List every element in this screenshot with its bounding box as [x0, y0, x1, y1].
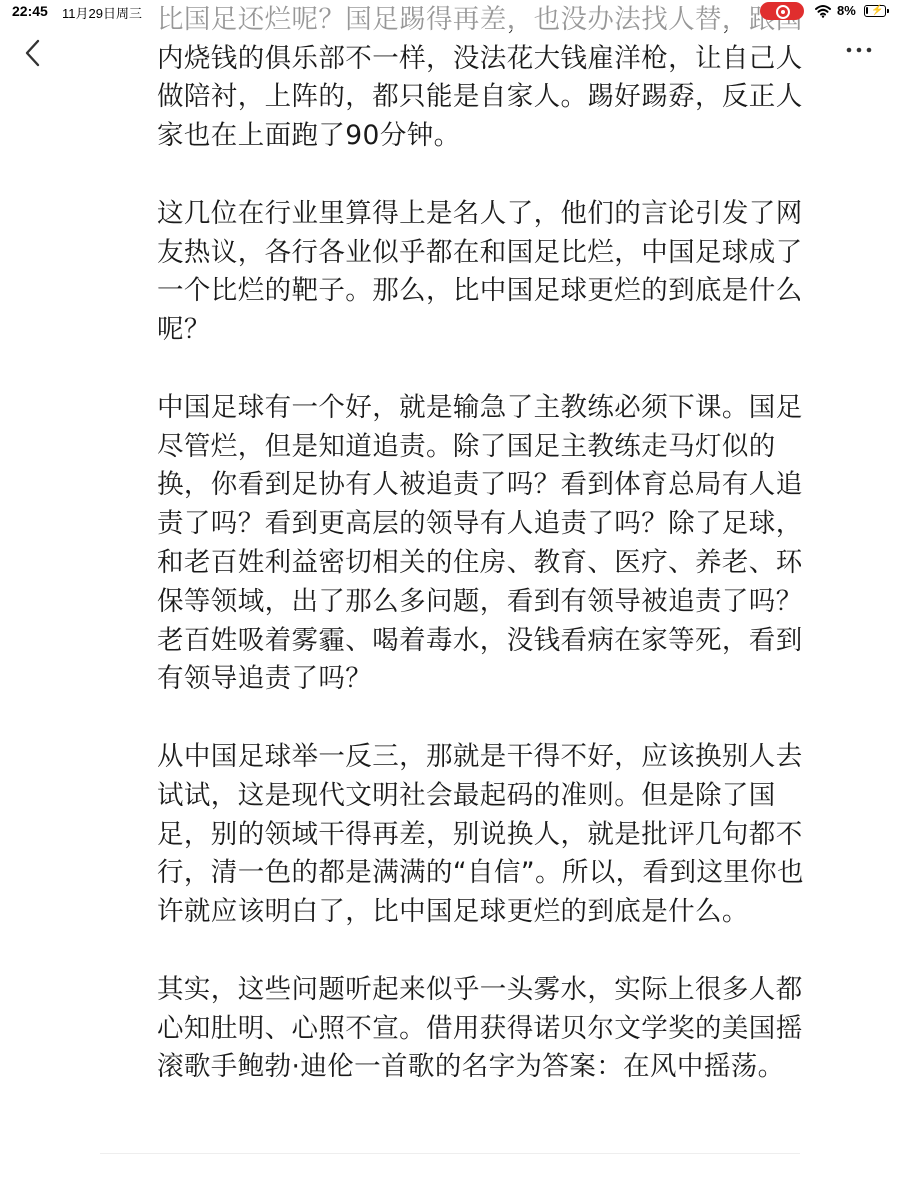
article-paragraph: 这几位在行业里算得上是名人了，他们的言论引发了网友热议，各行各业似乎都在和国足比烂，中国足球成了一个比烂的靶子。那么，比中国足球更烂的到底是什么呢？: [157, 197, 803, 346]
article-paragraph: 中国足球有一个好，就是输急了主教练必须下课。国足尽管烂，但是知道追责。除了国足主教练走马灯似的换，你看到足协有人被追责了吗？看到体育总局有人追责了吗？看到更高层的领导有人追责了吗？除了足球，和老百姓利益密切相关的住房、教育、医疗、养老、环保等领域，出了那么多问题，看到有领导被追责了吗？老百姓吸着雾霾、喝着毒水，没钱看病在家等死，看到有领导追责了吗？: [157, 391, 803, 695]
battery-percent: 8%: [837, 3, 856, 18]
battery-charging-icon: ⚡: [864, 5, 886, 17]
status-time: 22:45: [12, 3, 48, 19]
article-paragraph: 其实，这些问题听起来似乎一头雾水，实际上很多人都心知肚明、心照不宣。借用获得诺贝尔文学奖的美国摇滚歌手鲍勃·迪伦一首歌的名字为答案：在风中摇荡。: [157, 973, 803, 1083]
chevron-left-icon[interactable]: [18, 36, 48, 70]
article-paragraph: 内烧钱的俱乐部不一样，没法花大钱雇洋枪，让自己人做陪衬，上阵的，都只能是自家人。踢好踢孬，反正人家也在上面跑了90分钟。: [157, 42, 803, 152]
more-dots-icon[interactable]: [842, 40, 876, 60]
article-paragraph: 从中国足球举一反三，那就是干得不好，应该换别人去试试，这是现代文明社会最起码的准则。但是除了国足，别的领域干得再差，别说换人，就是批评几句都不行，清一色的都是满满的“自信”。所以，看到这里你也许就应该明白了，比中国足球更烂的到底是什么。: [157, 740, 804, 928]
bottom-divider: [100, 1153, 800, 1154]
wifi-icon: [815, 4, 831, 18]
article-body: [157, 0, 807, 1126]
status-date: 11月29日周三: [62, 6, 142, 21]
status-bar: [0, 0, 900, 26]
screen-record-icon[interactable]: [760, 2, 804, 20]
